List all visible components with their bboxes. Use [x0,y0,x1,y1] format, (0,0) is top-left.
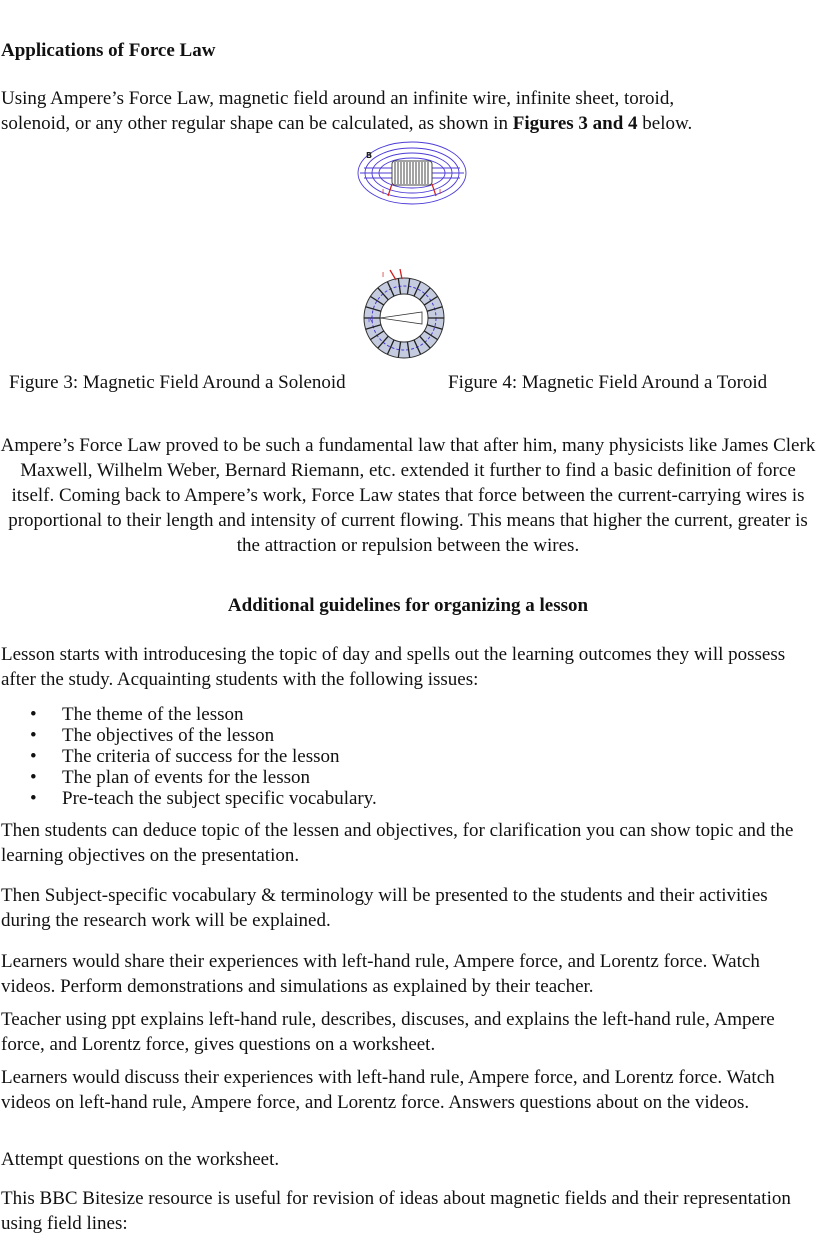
body-paragraph: Then students can deduce topic of the lessen and objectives, for clarification you can show topic and the learning objectives on the presentation. [1,820,794,866]
lesson-issues-list [30,704,377,809]
lesson-intro-paragraph: Lesson starts with introducesing the topic of day and spells out the learning outcomes they will possess after the study. Acquainting students with the following issues: [1,644,786,690]
toroid-figure [360,268,448,360]
field-label-b: B [366,151,373,160]
body-paragraph: This BBC Bitesize resource is useful for revision of ideas about magnetic fields and their representation using field lines: [1,1188,791,1234]
body-paragraph: Then Subject-specific vocabulary & terminology will be presented to the students and their activities during the research work will be explained. [1,885,768,931]
toroid-n-label: N [368,316,374,324]
body-paragraph: Teacher using ppt explains left-hand rule, describes, discuses, and explains the left-hand rule, Ampere force, and Lorentz force, gives questions on a worksheet. [1,1009,775,1055]
toroid-current-label: I [382,271,385,279]
figure-4-caption: Figure 4: Magnetic Field Around a Toroid [448,372,768,393]
body-paragraph: Attempt questions on the worksheet. [1,1149,280,1170]
intro-line-2-end: below. [637,113,693,134]
current-label-left: I [382,188,385,196]
body-paragraph: Learners would discuss their experiences with left-hand rule, Ampere force, and Lorentz force. Watch videos on left-hand rule, Ampere force, and Lorentz force. Answers questions about on the videos. [1,1067,775,1113]
list-item: • The objectives of the lesson [30,725,377,746]
solenoid-figure [356,138,468,208]
list-item: • The theme of the lesson [30,704,377,725]
current-label-right: I [439,188,442,196]
list-item: • The plan of events for the lesson [30,767,377,788]
section-title: Applications of Force Law [1,40,216,61]
figures-reference: Figures 3 and 4 [512,113,638,134]
intro-line-2-start: solenoid, or any other regular shape can be calculated, as shown in [1,113,513,134]
guidelines-heading: Additional guidelines for organizing a lesson [227,595,589,616]
figure-3-caption: Figure 3: Magnetic Field Around a Solenoid [9,372,346,393]
intro-line-1: Using Ampere’s Force Law, magnetic field around an infinite wire, infinite sheet, toroid, [1,88,675,109]
body-paragraph: Learners would share their experiences with left-hand rule, Ampere force, and Lorentz force. Watch videos. Perform demonstrations and simulations as explained by their teacher. [1,951,760,997]
intro-paragraph [1,86,813,136]
list-item: • The criteria of success for the lesson [30,746,377,767]
ampere-paragraph: Ampere’s Force Law proved to be such a fundamental law that after him, many physicists like James Clerk Maxwell, Wilhelm Weber, Bernard Riemann, etc. extended it further to find a basic definition of force itself. Coming back to Ampere’s work, Force Law states that force between the current-carrying wires is proportional to their length and intensity of current flowing. This means that higher the current, greater is the attraction or repulsion between the wires. [0,435,816,556]
list-item: • Pre-teach the subject specific vocabulary. [30,788,377,809]
